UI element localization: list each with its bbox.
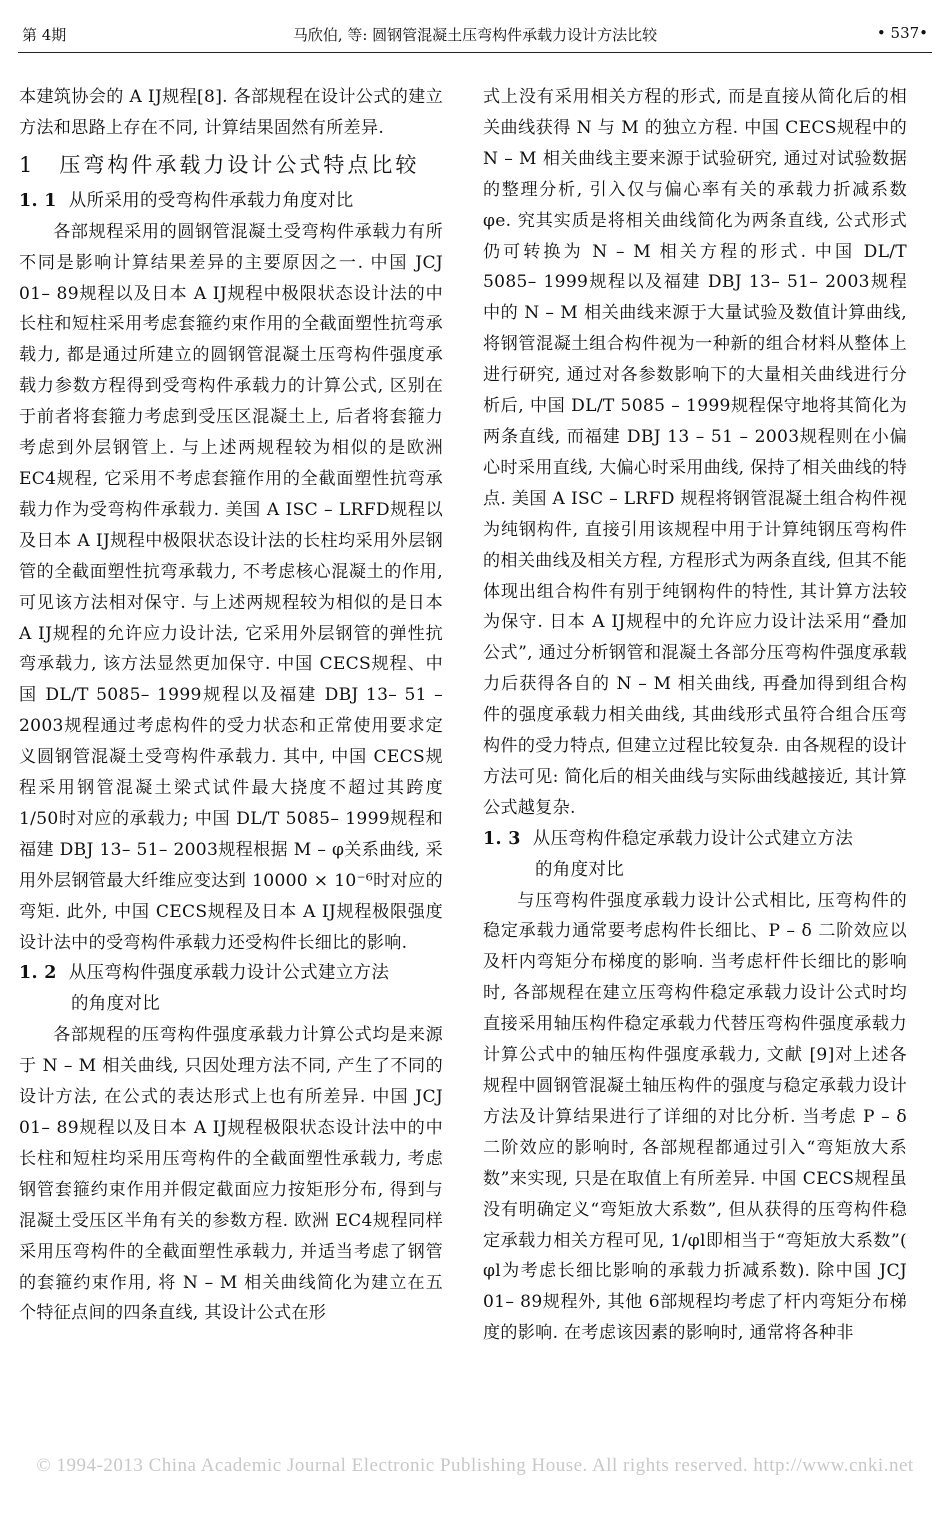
paragraph: 与压弯构件强度承载力设计公式相比, 压弯构件的稳定承载力通常要考虑构件长细比、P – δ 二阶效应以及杆内弯矩分布梯度的影响. 当考虑杆件长细比的影响时, 各部规程在建立压弯构件稳定承载力设计公式时均直接采用轴压构件稳定承载力代替压弯构件强度承载力计算公式中的轴压构件强度承载力, 文献 [9]对上述各规程中圆钢管混凝土轴压构件的强度与稳定承载力设计方法及计算结果进行了详细的对比分析. 当考虑 P – δ二阶效应的影响时, 各部规程都通过引入“弯矩放大系数”来实现, 只是在取值上有所差异. 中国 CECS规程虽没有明确定义“弯矩放大系数”, 但从获得的压弯构件稳定承载力相关方程可见, 1/φl即相当于“弯矩放大系数”( φl为考虑长细比影响的承载力折减系数). 除中国 JCJ 01– 89规程外, 其他 6部规程均考虑了杆内弯矩分布梯度的影响. 在考虑该因素的影响时, 通常将各种非: [483, 890, 907, 1344]
page-number: • 537•: [876, 24, 928, 42]
running-header: [18, 18, 932, 53]
subsection-number: 1. 3: [483, 828, 521, 849]
subsection-number: 1. 2: [19, 963, 57, 984]
subsection-title-continued: 的角度对比: [71, 994, 160, 1015]
subsection-heading: [483, 824, 907, 855]
paragraph: 本建筑协会的 A IJ规程[8]. 各部规程在设计公式的建立方法和思路上存在不同, 计算结果固然有所差异.: [19, 87, 443, 138]
paragraph: 式上没有采用相关方程的形式, 而是直接从简化后的相关曲线获得 N 与 M 的独立方程. 中国 CECS规程中的 N – M 相关曲线主要来源于试验研究, 通过对试验数据的整理分析, 引入仅与偏心率有关的承载力折减系数 φe. 究其实质是将相关曲线简化为两条直线, 公式形式仍可转换为 N – M 相关方程的形式. 中国 DL/T 5085– 1999规程以及福建 DBJ 13– 51– 2003规程中的 N – M 相关曲线来源于大量试验及数值计算曲线, 将钢管混凝土组合构件视为一种新的组合材料从整体上进行研究, 通过对各参数影响下的大量相关曲线进行分析后, 中国 DL/T 5085 – 1999规程保守地将其简化为两条直线, 而福建 DBJ 13 – 51 – 2003规程则在小偏心时采用直线, 大偏心时采用曲线, 保持了相关曲线的特点. 美国 A ISC – LRFD 规程将钢管混凝土组合构件视为纯钢构件, 直接引用该规程中用于计算纯钢压弯构件的相关曲线及相关方程, 方程形式为两条直线, 但其不能体现出组合构件有别于纯钢构件的特性, 其计算方法较为保守. 日本 A IJ规程中的允许应力设计法采用“叠加公式”, 通过分析钢管和混凝土各部分压弯构件强度承载力后获得各自的 N – M 相关曲线, 再叠加得到组合构件的强度承载力相关曲线, 其曲线形式虽符合组合压弯构件的受力特点, 但建立过程比较复杂. 由各规程的设计方法可见: 简化后的相关曲线与实际曲线越接近, 其计算公式越复杂.: [483, 87, 907, 818]
subsection-title-continued: 的角度对比: [535, 859, 624, 880]
issue-number: 第 4期: [22, 26, 67, 44]
subsection-title: 从所采用的受弯构件承载力角度对比: [68, 190, 354, 211]
subsection-heading: [19, 958, 443, 989]
right-column: [483, 82, 907, 1349]
paragraph: 各部规程的压弯构件强度承载力计算公式均是来源于 N – M 相关曲线, 只因处理方法不同, 产生了不同的设计方法, 在公式的表达形式上也有所差异. 中国 JCJ 01– 89规程以及日本 A IJ规程极限状态设计法中的中长柱和短柱均采用压弯构件的全截面塑性承载力, 考虑钢管套箍约束作用并假定截面应力按矩形分布, 得到与混凝土受压区半角有关的参数方程. 欧洲 EC4规程同样采用压弯构件的全截面塑性承载力, 并适当考虑了钢管的套箍约束作用, 将 N – M 相关曲线简化为建立在五个特征点间的四条直线, 其设计公式在形: [19, 1025, 443, 1324]
copyright-watermark: © 1994-2013 China Academic Journal Electronic Publishing House. All rights reserved. http://www.cnki.net: [36, 1455, 914, 1476]
paragraph: 各部规程采用的圆钢管混凝土受弯构件承载力有所不同是影响计算结果差异的主要原因之一. 中国 JCJ 01– 89规程以及日本 A IJ规程中极限状态设计法的中长柱和短柱采用考虑套箍约束作用的全截面塑性抗弯承载力, 都是通过所建立的圆钢管混凝土压弯构件强度承载力参数方程得到受弯构件承载力的计算公式, 区别在于前者将套箍力考虑到受压区混凝土上, 后者将套箍力考虑到外层钢管上. 与上述两规程较为相似的是欧洲 EC4规程, 它采用不考虑套箍作用的全截面塑性抗弯承载力作为受弯构件承载力. 美国 A ISC – LRFD规程以及日本 A IJ规程中极限状态设计法的长柱均采用外层钢管的全截面塑性抗弯承载力, 不考虑核心混凝土的作用, 可见该方法相对保守. 与上述两规程较为相似的是日本 A IJ规程的允许应力设计法, 它采用外层钢管的弹性抗弯承载力, 该方法显然更加保守. 中国 CECS规程、中国 DL/T 5085– 1999规程以及福建 DBJ 13– 51 – 2003规程通过考虑构件的受力状态和正常使用要求定义圆钢管混凝土受弯构件承载力. 其中, 中国 CECS规程采用钢管混凝土梁式试件最大挠度不超过其跨度 1/50时对应的承载力; 中国 DL/T 5085– 1999规程和福建 DBJ 13– 51– 2003规程根据 M – φ关系曲线, 采用外层钢管最大纤维应变达到 10000 × 10⁻⁶时对应的弯矩. 此外, 中国 CECS规程及日本 A IJ规程极限强度设计法中的受弯构件承载力还受构件长细比的影响.: [19, 221, 443, 953]
subsection-title: 从压弯构件稳定承载力设计公式建立方法: [532, 828, 854, 849]
section-heading: 1 压弯构件承载力设计公式特点比较: [19, 152, 420, 177]
subsection-number: 1. 1: [19, 190, 57, 211]
subsection-title: 从压弯构件强度承载力设计公式建立方法: [68, 963, 390, 984]
article-running-title: 马欣伯, 等: 圆钢管混凝土压弯构件承载力设计方法比较: [292, 26, 658, 44]
subsection-heading: [19, 186, 443, 217]
left-column: [19, 82, 443, 1329]
